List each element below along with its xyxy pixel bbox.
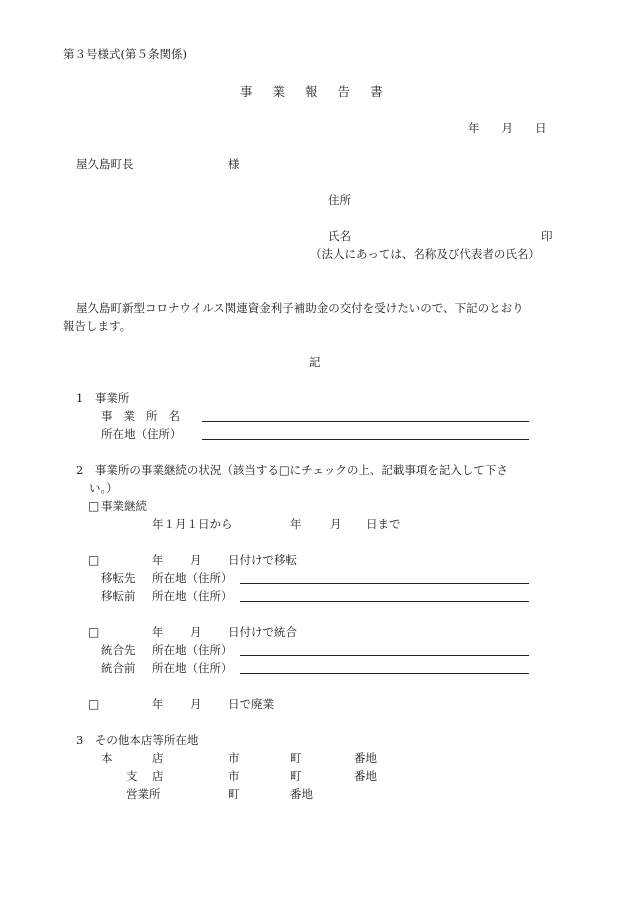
- office-name-line[interactable]: [202, 421, 529, 422]
- title-char: 事: [240, 84, 253, 99]
- relocate-before-label: 移転前: [101, 589, 136, 603]
- label-char: 業: [123, 409, 135, 423]
- office-location-line[interactable]: [202, 439, 529, 440]
- addressee-name: 屋久島町長: [76, 157, 134, 171]
- sales-office-banchi: 番地: [290, 787, 313, 801]
- merge-dest-loc-label: 所在地（住所）: [152, 643, 233, 657]
- label-char: 所: [146, 409, 158, 423]
- body-text-line1: 屋久島町新型コロナウイルス関連資金利子補助金の交付を受けたいので、下記のとおり: [76, 301, 524, 315]
- label-char: 事: [101, 409, 113, 423]
- office-name-label: [101, 409, 180, 423]
- relocate-before-loc-label: 所在地（住所）: [152, 589, 233, 603]
- continue-to-year: 年: [290, 517, 302, 531]
- branch-city: 市: [228, 769, 240, 783]
- checkbox-relocate[interactable]: □: [88, 553, 100, 567]
- continue-to-day: 日まで: [366, 517, 401, 531]
- close-day-text: 日で廃業: [228, 697, 274, 711]
- close-year: 年: [152, 697, 164, 711]
- section2-heading-line1: 2 事業所の事業継続の状況（該当する□にチェックの上、記載事項を記入して下さ: [76, 463, 508, 477]
- branch-label-char: 店: [152, 769, 164, 783]
- office-location-label: 所在地（住所）: [101, 427, 182, 441]
- document-title: [240, 85, 383, 99]
- merge-dest-line[interactable]: [240, 655, 529, 656]
- head-office-label-char: 店: [152, 751, 164, 765]
- merge-before-loc-label: 所在地（住所）: [152, 661, 233, 675]
- date-field: [468, 121, 547, 135]
- head-office-town: 町: [290, 751, 302, 765]
- checkbox-continue[interactable]: □: [88, 499, 100, 513]
- title-char: 業: [272, 84, 286, 99]
- corporate-note: （法人にあっては、名称及び代表者の氏名）: [310, 247, 540, 261]
- head-office-label-char: 本: [101, 751, 113, 765]
- sales-office-town: 町: [228, 787, 240, 801]
- branch-town: 町: [290, 769, 302, 783]
- section3-heading: 3 その他本店等所在地: [76, 733, 199, 747]
- ki-heading: 記: [309, 355, 321, 369]
- body-text-line2: 報告します。: [63, 319, 132, 333]
- head-office-city: 市: [228, 751, 240, 765]
- title-char: 告: [337, 84, 351, 99]
- title-char: 書: [370, 84, 383, 99]
- merge-before-label: 統合前: [101, 661, 136, 675]
- relocate-dest-line[interactable]: [240, 583, 529, 584]
- applicant-address-label: 住所: [328, 193, 351, 207]
- continue-label: 事業継続: [101, 499, 147, 513]
- relocate-day-text: 日付けで移転: [228, 553, 297, 567]
- addressee-honorific: 様: [228, 157, 240, 171]
- section2-heading-line2: い。）: [89, 481, 118, 495]
- date-year: 年: [468, 121, 480, 135]
- date-month: 月: [501, 121, 513, 135]
- merge-before-line[interactable]: [240, 673, 529, 674]
- relocate-dest-loc-label: 所在地（住所）: [152, 571, 233, 585]
- continue-to-month: 月: [330, 517, 342, 531]
- relocate-dest-label: 移転先: [101, 571, 136, 585]
- merge-dest-label: 統合先: [101, 643, 136, 657]
- label-char: 名: [168, 409, 180, 423]
- applicant-name-label: 氏名: [328, 229, 351, 243]
- continue-from: 年１月１日から: [152, 517, 233, 531]
- checkbox-merge[interactable]: □: [88, 625, 100, 639]
- form-number: 第３号様式(第５条関係): [63, 47, 187, 61]
- section1-heading: 1 事業所: [76, 391, 130, 405]
- head-office-banchi: 番地: [354, 751, 377, 765]
- branch-label-char: 支: [126, 769, 138, 783]
- close-month: 月: [190, 697, 202, 711]
- date-day: 日: [535, 121, 547, 135]
- seal-mark: 印: [541, 229, 553, 243]
- checkbox-close[interactable]: □: [88, 697, 100, 711]
- merge-day-text: 日付けで統合: [228, 625, 297, 639]
- merge-year: 年: [152, 625, 164, 639]
- relocate-year: 年: [152, 553, 164, 567]
- title-char: 報: [305, 84, 318, 99]
- merge-month: 月: [190, 625, 202, 639]
- relocate-before-line[interactable]: [240, 601, 529, 602]
- relocate-month: 月: [190, 553, 202, 567]
- sales-office-label: 営業所: [126, 787, 161, 801]
- branch-banchi: 番地: [354, 769, 377, 783]
